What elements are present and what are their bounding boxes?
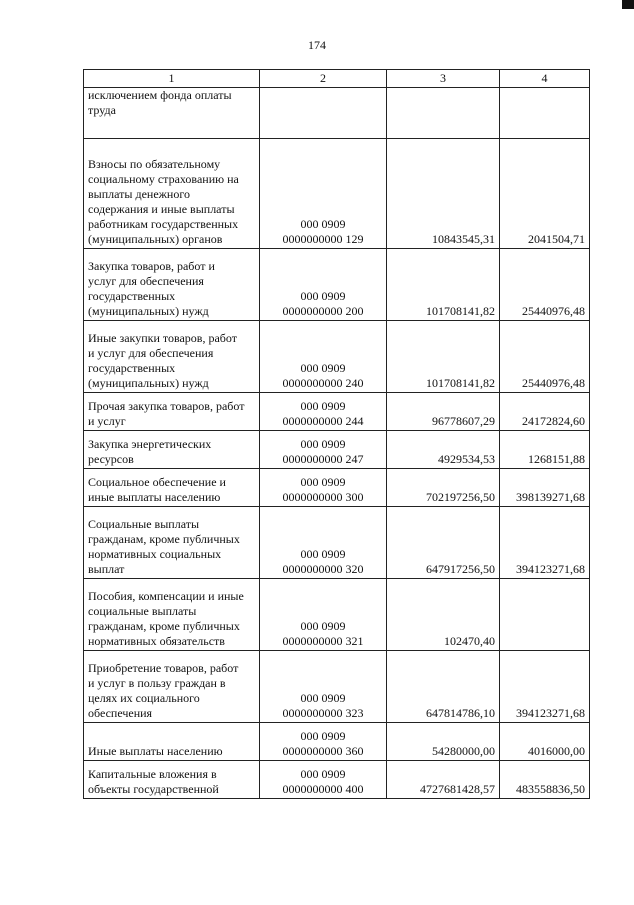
table-row xyxy=(84,651,590,723)
row-value-col4-cell xyxy=(500,723,590,761)
row-value-col3-text: 10843545,31 xyxy=(432,232,495,246)
row-value-col3-text: 96778607,29 xyxy=(432,414,495,428)
row-value-col4-text: 1268151,88 xyxy=(528,452,585,466)
row-value-col4-cell xyxy=(500,431,590,469)
row-name-cell xyxy=(84,88,260,139)
row-name-text: Иные выплаты населению xyxy=(88,744,223,758)
row-code-cell xyxy=(260,579,387,651)
header-col-2: 2 xyxy=(260,70,387,88)
row-value-col3-text: 4929534,53 xyxy=(438,452,495,466)
row-name-text: Социальное обеспечение и иные выплаты населению xyxy=(88,475,226,504)
row-value-col3-cell xyxy=(387,579,500,651)
row-value-col3-text: 647917256,50 xyxy=(426,562,495,576)
row-name-text: Капитальные вложения в объекты государственной xyxy=(88,767,219,796)
row-value-col3-cell xyxy=(387,507,500,579)
table-header-row xyxy=(84,70,590,88)
row-value-col4-text: 24172824,60 xyxy=(522,414,585,428)
row-name-text: Взносы по обязательному социальному страхованию на выплаты денежного содержания и иные выплаты работникам государственных (муниципальных) органов xyxy=(88,157,239,246)
row-code-text: 000 0909 0000000000 360 xyxy=(282,729,364,758)
row-name-cell xyxy=(84,507,260,579)
row-code-text: 000 0909 0000000000 323 xyxy=(282,691,364,720)
row-code-cell xyxy=(260,469,387,507)
table-row xyxy=(84,723,590,761)
row-name-text: Социальные выплаты гражданам, кроме публичных нормативных социальных выплат xyxy=(88,517,240,576)
row-value-col3-cell xyxy=(387,651,500,723)
header-col-4: 4 xyxy=(500,70,590,88)
table-row xyxy=(84,249,590,321)
row-value-col3-text: 4727681428,57 xyxy=(420,782,495,796)
header-col-1: 1 xyxy=(84,70,260,88)
row-value-col3-cell xyxy=(387,139,500,249)
row-value-col4-text: 25440976,48 xyxy=(522,376,585,390)
row-code-cell xyxy=(260,393,387,431)
row-name-cell xyxy=(84,723,260,761)
row-code-cell xyxy=(260,249,387,321)
row-value-col4-text: 483558836,50 xyxy=(516,782,585,796)
row-value-col4-text: 25440976,48 xyxy=(522,304,585,318)
row-name-text: Приобретение товаров, работ и услуг в пользу граждан в целях их социального обеспечения xyxy=(88,661,239,720)
table-row xyxy=(84,579,590,651)
header-col-3: 3 xyxy=(387,70,500,88)
row-value-col4-cell xyxy=(500,651,590,723)
row-name-cell xyxy=(84,393,260,431)
row-name-cell xyxy=(84,761,260,799)
table-row xyxy=(84,393,590,431)
row-name-cell xyxy=(84,139,260,249)
row-name-cell xyxy=(84,469,260,507)
row-value-col4-text: 4016000,00 xyxy=(528,744,585,758)
budget-table xyxy=(83,69,590,799)
row-code-cell xyxy=(260,507,387,579)
row-value-col4-cell xyxy=(500,579,590,651)
row-code-text: 000 0909 0000000000 247 xyxy=(282,437,364,466)
row-value-col4-cell xyxy=(500,139,590,249)
row-value-col4-text: 394123271,68 xyxy=(516,706,585,720)
row-name-text: Пособия, компенсации и иные социальные выплаты гражданам, кроме публичных нормативных обязательств xyxy=(88,589,244,648)
row-value-col3-cell xyxy=(387,393,500,431)
row-value-col4-text: 2041504,71 xyxy=(528,232,585,246)
row-value-col3-text: 54280000,00 xyxy=(432,744,495,758)
row-value-col4-cell xyxy=(500,249,590,321)
row-code-cell xyxy=(260,431,387,469)
table-row xyxy=(84,88,590,139)
row-code-text: 000 0909 0000000000 240 xyxy=(282,361,364,390)
row-value-col3-text: 702197256,50 xyxy=(426,490,495,504)
row-name-text: исключением фонда оплаты труда xyxy=(88,88,232,117)
row-value-col4-cell xyxy=(500,321,590,393)
row-code-text: 000 0909 0000000000 244 xyxy=(282,399,364,428)
row-code-text: 000 0909 0000000000 200 xyxy=(282,289,364,318)
row-value-col3-cell xyxy=(387,321,500,393)
row-value-col4-cell xyxy=(500,761,590,799)
row-name-cell xyxy=(84,579,260,651)
row-value-col3-cell xyxy=(387,761,500,799)
table-row xyxy=(84,139,590,249)
row-value-col3-cell xyxy=(387,469,500,507)
scan-corner-mark xyxy=(622,0,634,9)
row-value-col4-text: 394123271,68 xyxy=(516,562,585,576)
row-value-col4-cell xyxy=(500,469,590,507)
row-value-col4-cell xyxy=(500,393,590,431)
table-row xyxy=(84,469,590,507)
row-code-text: 000 0909 0000000000 129 xyxy=(282,217,364,246)
row-code-cell xyxy=(260,321,387,393)
row-name-cell xyxy=(84,651,260,723)
row-name-cell xyxy=(84,321,260,393)
row-name-text: Закупка товаров, работ и услуг для обеспечения государственных (муниципальных) нужд xyxy=(88,259,215,318)
table-row xyxy=(84,507,590,579)
row-code-text: 000 0909 0000000000 321 xyxy=(282,619,364,648)
row-value-col3-cell xyxy=(387,88,500,139)
row-value-col4-cell xyxy=(500,507,590,579)
row-code-text: 000 0909 0000000000 300 xyxy=(282,475,364,504)
table-row xyxy=(84,321,590,393)
row-value-col3-cell xyxy=(387,431,500,469)
row-value-col4-cell xyxy=(500,88,590,139)
row-value-col3-cell xyxy=(387,249,500,321)
row-name-cell xyxy=(84,431,260,469)
table-row xyxy=(84,761,590,799)
row-code-text: 000 0909 0000000000 400 xyxy=(282,767,364,796)
row-value-col4-text: 398139271,68 xyxy=(516,490,585,504)
row-name-text: Закупка энергетических ресурсов xyxy=(88,437,212,466)
row-code-cell xyxy=(260,651,387,723)
row-code-text: 000 0909 0000000000 320 xyxy=(282,547,364,576)
row-name-cell xyxy=(84,249,260,321)
table-row xyxy=(84,431,590,469)
row-value-col3-text: 102470,40 xyxy=(444,634,495,648)
row-value-col3-text: 101708141,82 xyxy=(426,304,495,318)
row-code-cell xyxy=(260,139,387,249)
row-code-cell xyxy=(260,761,387,799)
row-value-col3-text: 647814786,10 xyxy=(426,706,495,720)
row-name-text: Прочая закупка товаров, работ и услуг xyxy=(88,399,245,428)
row-value-col3-cell xyxy=(387,723,500,761)
page-number: 174 xyxy=(308,38,326,52)
row-code-cell xyxy=(260,723,387,761)
row-value-col3-text: 101708141,82 xyxy=(426,376,495,390)
row-name-text: Иные закупки товаров, работ и услуг для обеспечения государственных (муниципальных) нужд xyxy=(88,331,237,390)
row-code-cell xyxy=(260,88,387,139)
